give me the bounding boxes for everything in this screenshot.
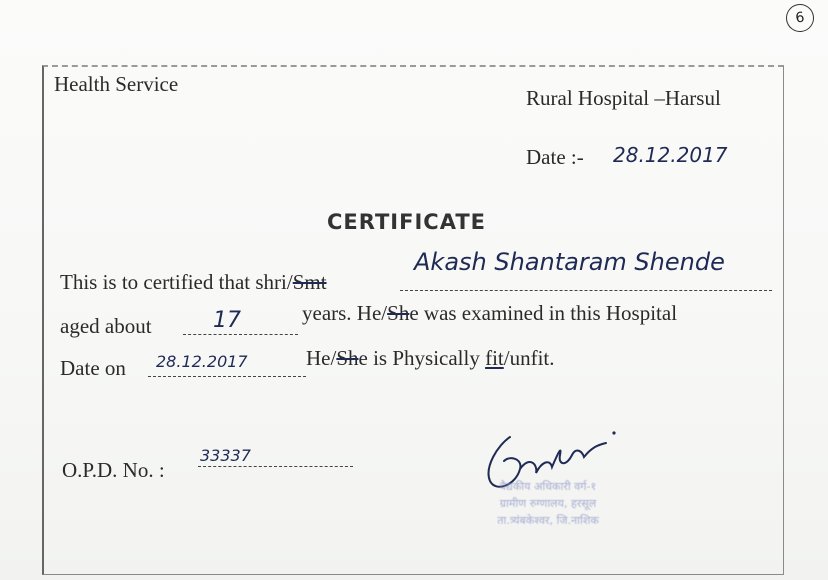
line3-rest	[306, 346, 555, 371]
opd-number: 33337	[200, 446, 251, 465]
opd-dotted-fill	[198, 466, 353, 467]
patient-name: Akash Shantaram Shende	[414, 248, 725, 276]
line3-struck-sh: Sh	[336, 346, 359, 370]
certificate-date: 28.12.2017	[613, 143, 728, 167]
line1-struck-smt: Smt	[292, 270, 327, 294]
line3-mid2: e is Physically	[358, 346, 480, 370]
line2-mid: years. He/	[302, 301, 388, 325]
department-name: Health Service	[54, 72, 179, 96]
unfit-word: /unfit.	[503, 346, 555, 370]
fit-word: fit	[485, 346, 504, 370]
opd-label: O.P.D. No. :	[62, 458, 165, 482]
official-stamp	[448, 478, 648, 548]
stamp-line1: वैद्यकीय अधिकारी वर्ग-१	[499, 480, 597, 493]
line2-rest	[302, 301, 677, 326]
line2-suffix: e was examined in this Hospital	[409, 301, 678, 325]
line3-mid: He/	[306, 346, 337, 370]
date-label: Date :-	[526, 145, 584, 169]
hospital-name: Rural Hospital –Harsul	[526, 86, 721, 110]
stamp-line2: ग्रामीण रुग्णालय, हरसूल	[499, 497, 597, 510]
line3-prefix: Date on	[60, 356, 126, 380]
examination-date: 28.12.2017	[156, 352, 248, 371]
certificate-title: CERTIFICATE	[327, 210, 486, 234]
line1-text	[60, 270, 327, 295]
line2-prefix: aged about	[60, 314, 152, 338]
page-number-mark: 6	[784, 2, 816, 34]
patient-age: 17	[213, 308, 241, 333]
line2-struck-sh: Sh	[387, 301, 410, 325]
line1-dotted-fill	[400, 290, 772, 291]
line3-dotted-fill	[148, 376, 306, 377]
stamp-line3: ता.त्र्यंबकेश्वर, जि.नाशिक	[497, 514, 599, 527]
line1-prefix: This is to certified that shri/	[60, 270, 293, 294]
line2-dotted-fill	[183, 334, 298, 335]
